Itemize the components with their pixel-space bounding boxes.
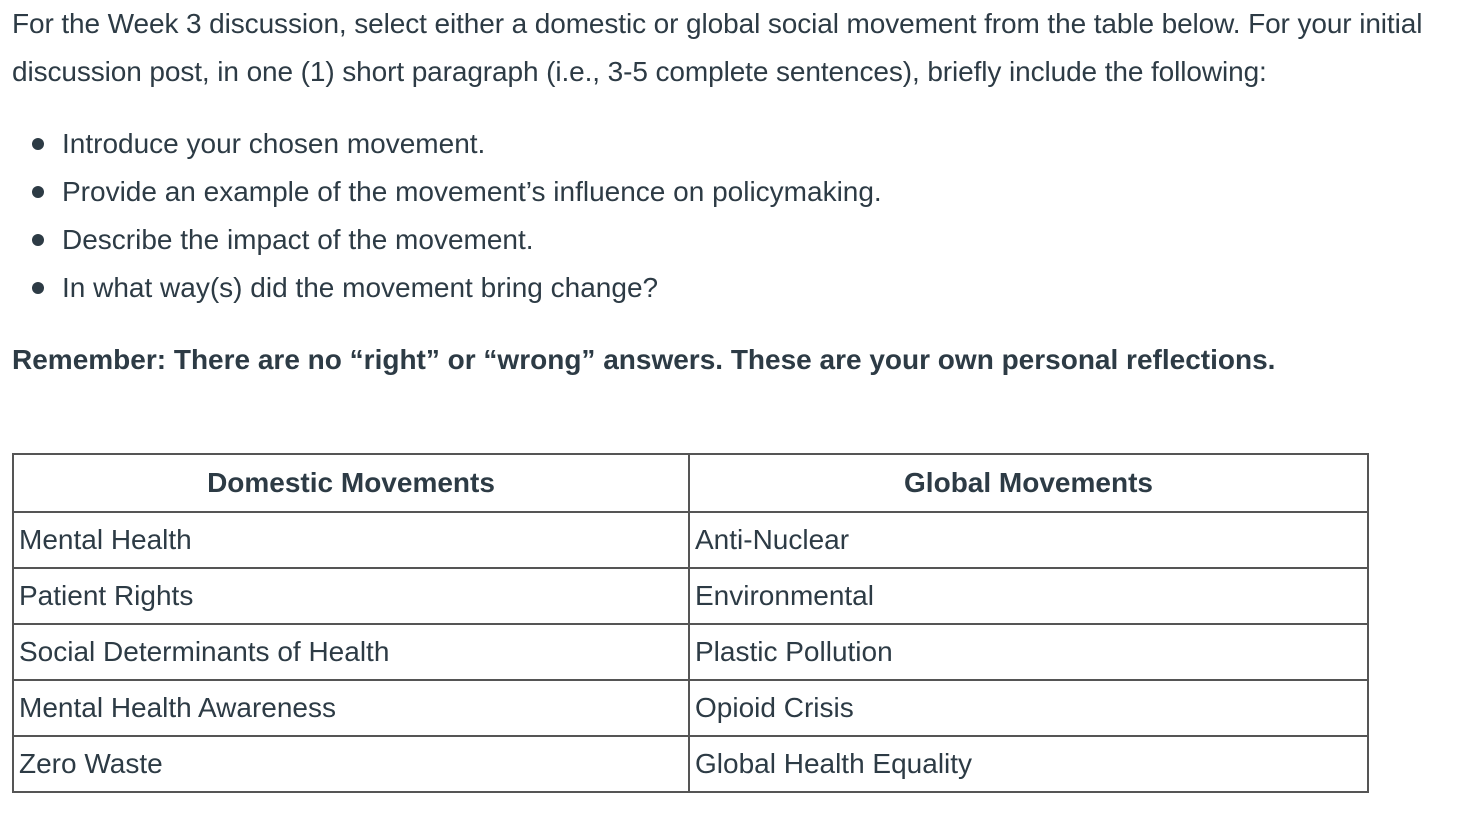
domestic-cell: Social Determinants of Health <box>13 624 689 680</box>
list-item-text: Provide an example of the movement’s influence on policymaking. <box>62 176 882 207</box>
intro-paragraph: For the Week 3 discussion, select either a domestic or global social movement from the table below. For your initial discussion post, in one (1) short paragraph (i.e., 3-5 complete sentences), briefly include the following: <box>12 8 1423 87</box>
table-row <box>13 624 1368 680</box>
list-item-text: In what way(s) did the movement bring change? <box>62 272 659 303</box>
header-domestic-movements: Domestic Movements <box>13 454 689 512</box>
table-header-row <box>13 454 1368 512</box>
domestic-cell: Mental Health <box>13 512 689 568</box>
list-item <box>12 168 1466 216</box>
table-row <box>13 736 1368 792</box>
bullet-icon <box>32 234 44 246</box>
bullet-icon <box>32 186 44 198</box>
table-row <box>13 680 1368 736</box>
bullet-icon <box>32 138 44 150</box>
bullet-icon <box>32 282 44 294</box>
list-item <box>12 120 1466 168</box>
global-cell: Plastic Pollution <box>689 624 1368 680</box>
domestic-cell: Zero Waste <box>13 736 689 792</box>
domestic-cell: Patient Rights <box>13 568 689 624</box>
table-row <box>13 512 1368 568</box>
list-item <box>12 264 1466 312</box>
global-cell: Environmental <box>689 568 1368 624</box>
list-item <box>12 216 1466 264</box>
requirements-list <box>12 120 1466 312</box>
list-item-text: Introduce your chosen movement. <box>62 128 486 159</box>
global-cell: Opioid Crisis <box>689 680 1368 736</box>
remember-note: Remember: There are no “right” or “wrong” answers. These are your own personal reflections. <box>12 344 1276 375</box>
discussion-instructions <box>12 0 1466 384</box>
header-global-movements: Global Movements <box>689 454 1368 512</box>
domestic-cell: Mental Health Awareness <box>13 680 689 736</box>
list-item-text: Describe the impact of the movement. <box>62 224 534 255</box>
global-cell: Global Health Equality <box>689 736 1368 792</box>
table-row <box>13 568 1368 624</box>
global-cell: Anti-Nuclear <box>689 512 1368 568</box>
movements-table <box>12 453 1369 793</box>
